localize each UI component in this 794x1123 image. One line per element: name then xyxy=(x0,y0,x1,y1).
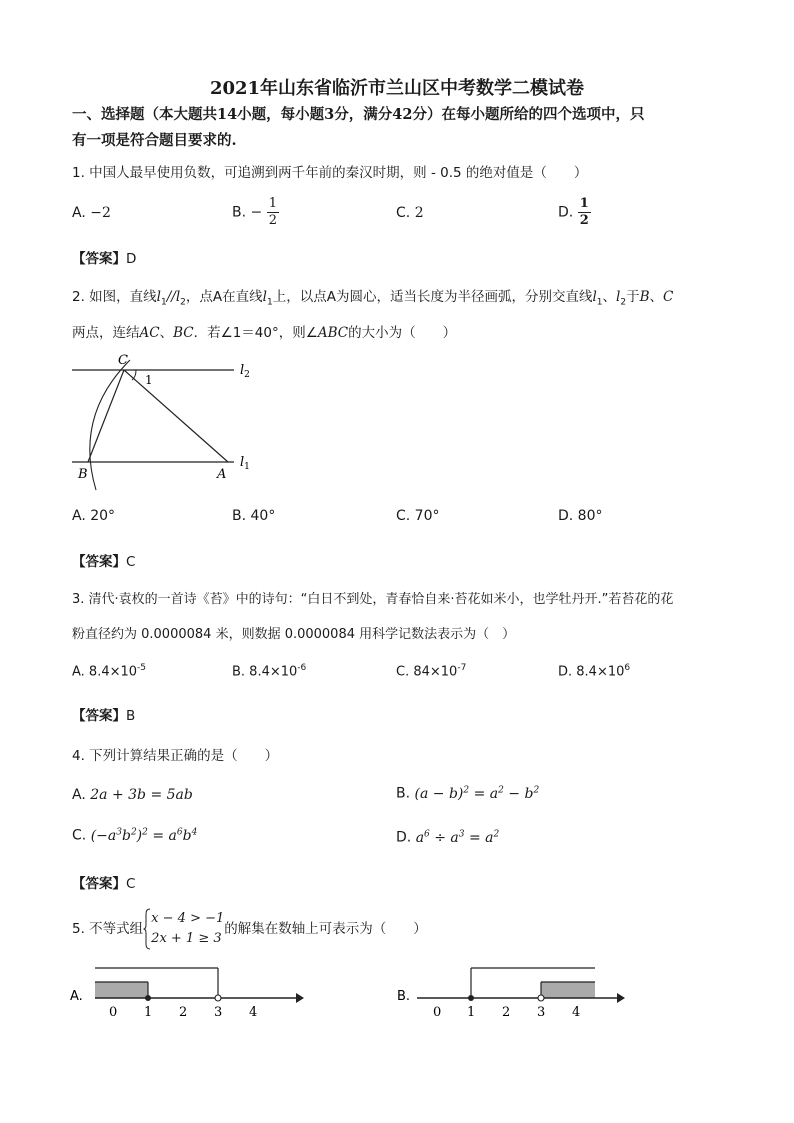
svg-text:2: 2 xyxy=(502,1005,511,1020)
page-title: 2021年山东省临沂市兰山区中考数学二模试卷 xyxy=(209,78,585,99)
q2-option-c: C. 70° xyxy=(396,508,440,524)
closed-point xyxy=(145,995,151,1001)
question-4-text: 4. 下列计算结果正确的是（ ） xyxy=(72,748,279,764)
q4-option-a: A. 2a + 3b = 5ab xyxy=(72,787,193,803)
fraction: $\frac{1}{2}$ xyxy=(268,196,277,228)
q1-answer: 【答案】D xyxy=(72,251,137,267)
question-3-line-2: 粉直径约为 0.0000084 米，则数据 0.0000084 用科学记数法表示为（ ） xyxy=(72,627,516,642)
q3-option-a: A. $8.4\times 10^{-5}$ xyxy=(72,663,147,680)
svg-text:3: 3 xyxy=(214,1005,223,1020)
q5-number-line-a xyxy=(68,962,308,1020)
arrow-icon xyxy=(617,993,625,1003)
open-point xyxy=(538,995,544,1001)
section-line-1: 一、选择题（本大题共14小题，每小题3分，满分42分）在每小题所给的四个选项中，只 xyxy=(72,106,645,123)
q3-option-b: B. $8.4\times 10^{-6}$ xyxy=(232,663,307,680)
question-2-line-2: 两点，连结AC、BC．若∠1＝40°，则∠ABC的大小为（ ） xyxy=(72,325,457,341)
label-a: A xyxy=(217,467,227,482)
q2-option-b: B. 40° xyxy=(232,508,276,524)
q4-option-b: B. $(a - b)^2 = a^2 - b^2$ xyxy=(396,785,540,802)
svg-text:0: 0 xyxy=(433,1005,442,1020)
question-3-line-1: 3. 清代·袁枚的一首诗《苔》中的诗句：“白日不到处，青春恰自来·苔花如米小，也学牡丹开.”若苔花的花 xyxy=(72,592,674,607)
label-c: C xyxy=(118,353,128,368)
q1-option-b: B. − $\frac{1}{2}$ xyxy=(232,196,277,228)
question-1-text: 1. 中国人最早使用负数，可追溯到两千年前的秦汉时期，则 - 0.5 的绝对值是（ ） xyxy=(72,165,588,181)
svg-text:4: 4 xyxy=(572,1005,581,1020)
question-2-line-1: 2. 如图，直线$l_1//l_2$，点A在直线$l_1$上，以点A为圆心，适当长度为半径画弧，分别交直线$l_1$、$l_2$于B、C xyxy=(72,289,674,308)
q4-b-expression: $(a - b)^2 = a^2 - b^2$ xyxy=(414,785,540,802)
shaded-region xyxy=(95,982,148,998)
q2-option-a: A. 20° xyxy=(72,508,116,524)
q3-answer: 【答案】B xyxy=(72,708,136,724)
svg-text:1: 1 xyxy=(467,1005,476,1020)
fraction: $\frac{1}{2}$ xyxy=(579,196,589,228)
question-5-text: 5. 不等式组 x − 4 > −1 2x + 1 ≥ 3 的解集在数轴上可表示为（ ） xyxy=(72,908,427,950)
q4-answer: 【答案】C xyxy=(72,876,136,892)
svg-text:4: 4 xyxy=(249,1005,258,1020)
label-l1: $l_1$ xyxy=(240,455,250,472)
section-header xyxy=(72,102,732,154)
q4-d-expression: $a^6 \div a^3 = a^2$ xyxy=(415,829,500,846)
q1-option-d: D. $\frac{1}{2}$ xyxy=(558,196,589,228)
shaded-region xyxy=(541,982,595,998)
q3-option-d: D. $8.4\times 10^6$ xyxy=(558,663,631,680)
label-angle-1: 1 xyxy=(145,373,153,387)
label-b: B xyxy=(78,467,88,482)
inequality-system: x − 4 > −1 2x + 1 ≥ 3 xyxy=(151,911,225,946)
q3-option-c: C. $84\times 10^{-7}$ xyxy=(396,663,467,680)
q4-c-expression: $(-a^3b^2)^2 = a^6b^4$ xyxy=(90,827,198,844)
option-label-b: B. xyxy=(397,989,411,1004)
svg-text:3: 3 xyxy=(537,1005,546,1020)
svg-text:2: 2 xyxy=(179,1005,188,1020)
segment-bc xyxy=(88,370,124,462)
angle-mark xyxy=(132,370,136,380)
arrow-icon xyxy=(296,993,304,1003)
segment-ac xyxy=(124,370,228,462)
option-label-a: A. xyxy=(70,989,83,1004)
q4-option-c: C. $(-a^3b^2)^2 = a^6b^4$ xyxy=(72,827,198,844)
system-brace xyxy=(143,908,151,950)
q1-option-a: A. −2 xyxy=(72,205,111,221)
q2-geometry-figure xyxy=(66,350,266,495)
q1-option-c: C. 2 xyxy=(396,205,424,221)
q2-answer: 【答案】C xyxy=(72,554,136,570)
svg-text:0: 0 xyxy=(109,1005,118,1020)
closed-point xyxy=(468,995,474,1001)
label-l2: $l_2$ xyxy=(240,363,250,380)
q4-option-d: D. $a^6 \div a^3 = a^2$ xyxy=(396,829,500,846)
arc xyxy=(90,360,130,490)
section-line-2: 有一项是符合题目要求的. xyxy=(72,132,237,149)
q2-option-d: D. 80° xyxy=(558,508,603,524)
svg-text:1: 1 xyxy=(144,1005,153,1020)
open-point xyxy=(215,995,221,1001)
q5-number-line-b xyxy=(395,962,635,1020)
